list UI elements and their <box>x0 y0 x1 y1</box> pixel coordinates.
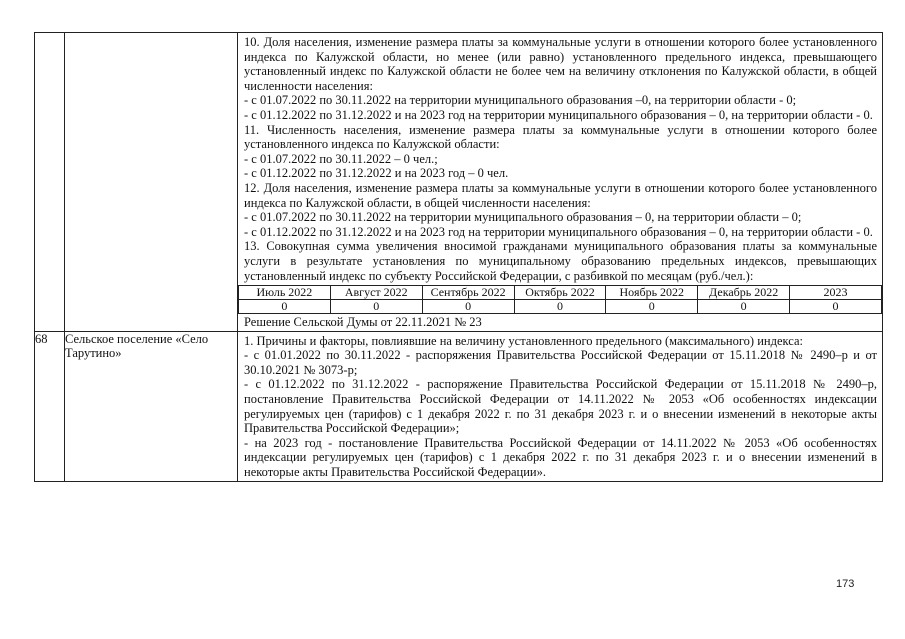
paragraph: - с 01.12.2022 по 31.12.2022 и на 2023 год на территории муниципального образования – 0, на территории области - 0. <box>244 224 873 239</box>
month-value-row <box>239 300 882 314</box>
details-cell <box>238 331 883 481</box>
month-header: 2023 <box>790 286 882 300</box>
paragraph: - с 01.07.2022 по 30.11.2022 на территории муниципального образования – 0, на территории области – 0; <box>244 210 802 225</box>
paragraph: - с 01.07.2022 по 30.11.2022 на территории муниципального образования –0, на территории области - 0; <box>244 93 797 108</box>
month-value: 0 <box>514 300 606 314</box>
row-number-cell <box>35 33 65 332</box>
municipality-name-cell: Сельское поселение «Село Тарутино» <box>65 331 238 481</box>
paragraph: 1. Причины и факторы, повлиявшие на величину установленного предельного (максимального) индекса: <box>244 333 803 348</box>
monthly-sum-table <box>238 285 882 314</box>
paragraph: - с 01.12.2022 по 31.12.2022 - распоряжение Правительства Российской Федерации от 15.11.2018 № 2490–р, постановление Правительства Российской Федерации от 14.11.2022 № 2053 «Об особенностях индексации регулируемых цен (тарифов) с 1 декабря 2022 г. по 31 декабря 2023 г. и о внесении изменений в некоторые акты Правительства Российской Федерации»; <box>244 377 877 436</box>
paragraph: - с 01.12.2022 по 31.12.2022 и на 2023 год – 0 чел. <box>244 166 509 181</box>
table-row <box>35 331 883 481</box>
month-header: Июль 2022 <box>239 286 331 300</box>
details-cell <box>238 33 883 332</box>
month-value: 0 <box>239 300 331 314</box>
paragraph: 12. Доля населения, изменение размера платы за коммунальные услуги в отношении которого более установленного индекса по Калужской области, в общей численности населения: <box>244 180 877 210</box>
month-header: Август 2022 <box>330 286 422 300</box>
month-header-row <box>239 286 882 300</box>
indices-table <box>34 32 883 482</box>
paragraph: - на 2023 год - постановление Правительства Российской Федерации от 14.11.2022 № 2053 «Об особенностях индексации регулируемых цен (тарифов) с 1 декабря 2022 г. по 31 декабря 2023 г. и о внесении изменений в некоторые акты Правительства Российской Федерации». <box>244 435 877 480</box>
paragraph: 10. Доля населения, изменение размера платы за коммунальные услуги в отношении которого более установленного индекса по Калужской области, но менее (или равно) установленного предельного индекса, превышающего установленный индекс по Калужской области не более чем на величину отклонения по Калужской области, в общей численности населения: <box>244 35 877 93</box>
paragraph: - с 01.01.2022 по 30.11.2022 - распоряжения Правительства Российской Федерации от 15.11.2018 № 2490–р и от 30.10.2021 № 3073-р; <box>244 348 877 377</box>
paragraph: - с 01.12.2022 по 31.12.2022 и на 2023 год на территории муниципального образования – 0, на территории области - 0. <box>244 107 873 122</box>
month-value: 0 <box>698 300 790 314</box>
table-row <box>35 33 883 332</box>
month-value: 0 <box>330 300 422 314</box>
decision-reference: Решение Сельской Думы от 22.11.2021 № 23 <box>244 315 482 330</box>
page-number: 173 <box>836 578 855 590</box>
month-header: Декабрь 2022 <box>698 286 790 300</box>
paragraph: 11. Численность населения, изменение размера платы за коммунальные услуги в отношении которого более установленного индекса по Калужской области: <box>244 122 877 152</box>
row-number-cell: 68 <box>35 331 65 481</box>
paragraph: 13. Совокупная сумма увеличения вносимой гражданами муниципального образования платы за коммунальные услуги в результате установления по муниципальному образованию предельных индексов, превышающих установленный индекс по субъекту Российской Федерации, с разбивкой по месяцам (руб./чел.): <box>244 239 877 283</box>
month-value: 0 <box>422 300 514 314</box>
municipality-name-cell <box>65 33 238 332</box>
month-header: Октябрь 2022 <box>514 286 606 300</box>
paragraph: - с 01.07.2022 по 30.11.2022 – 0 чел.; <box>244 151 438 166</box>
month-header: Ноябрь 2022 <box>606 286 698 300</box>
month-value: 0 <box>790 300 882 314</box>
month-header: Сентябрь 2022 <box>422 286 514 300</box>
month-value: 0 <box>606 300 698 314</box>
